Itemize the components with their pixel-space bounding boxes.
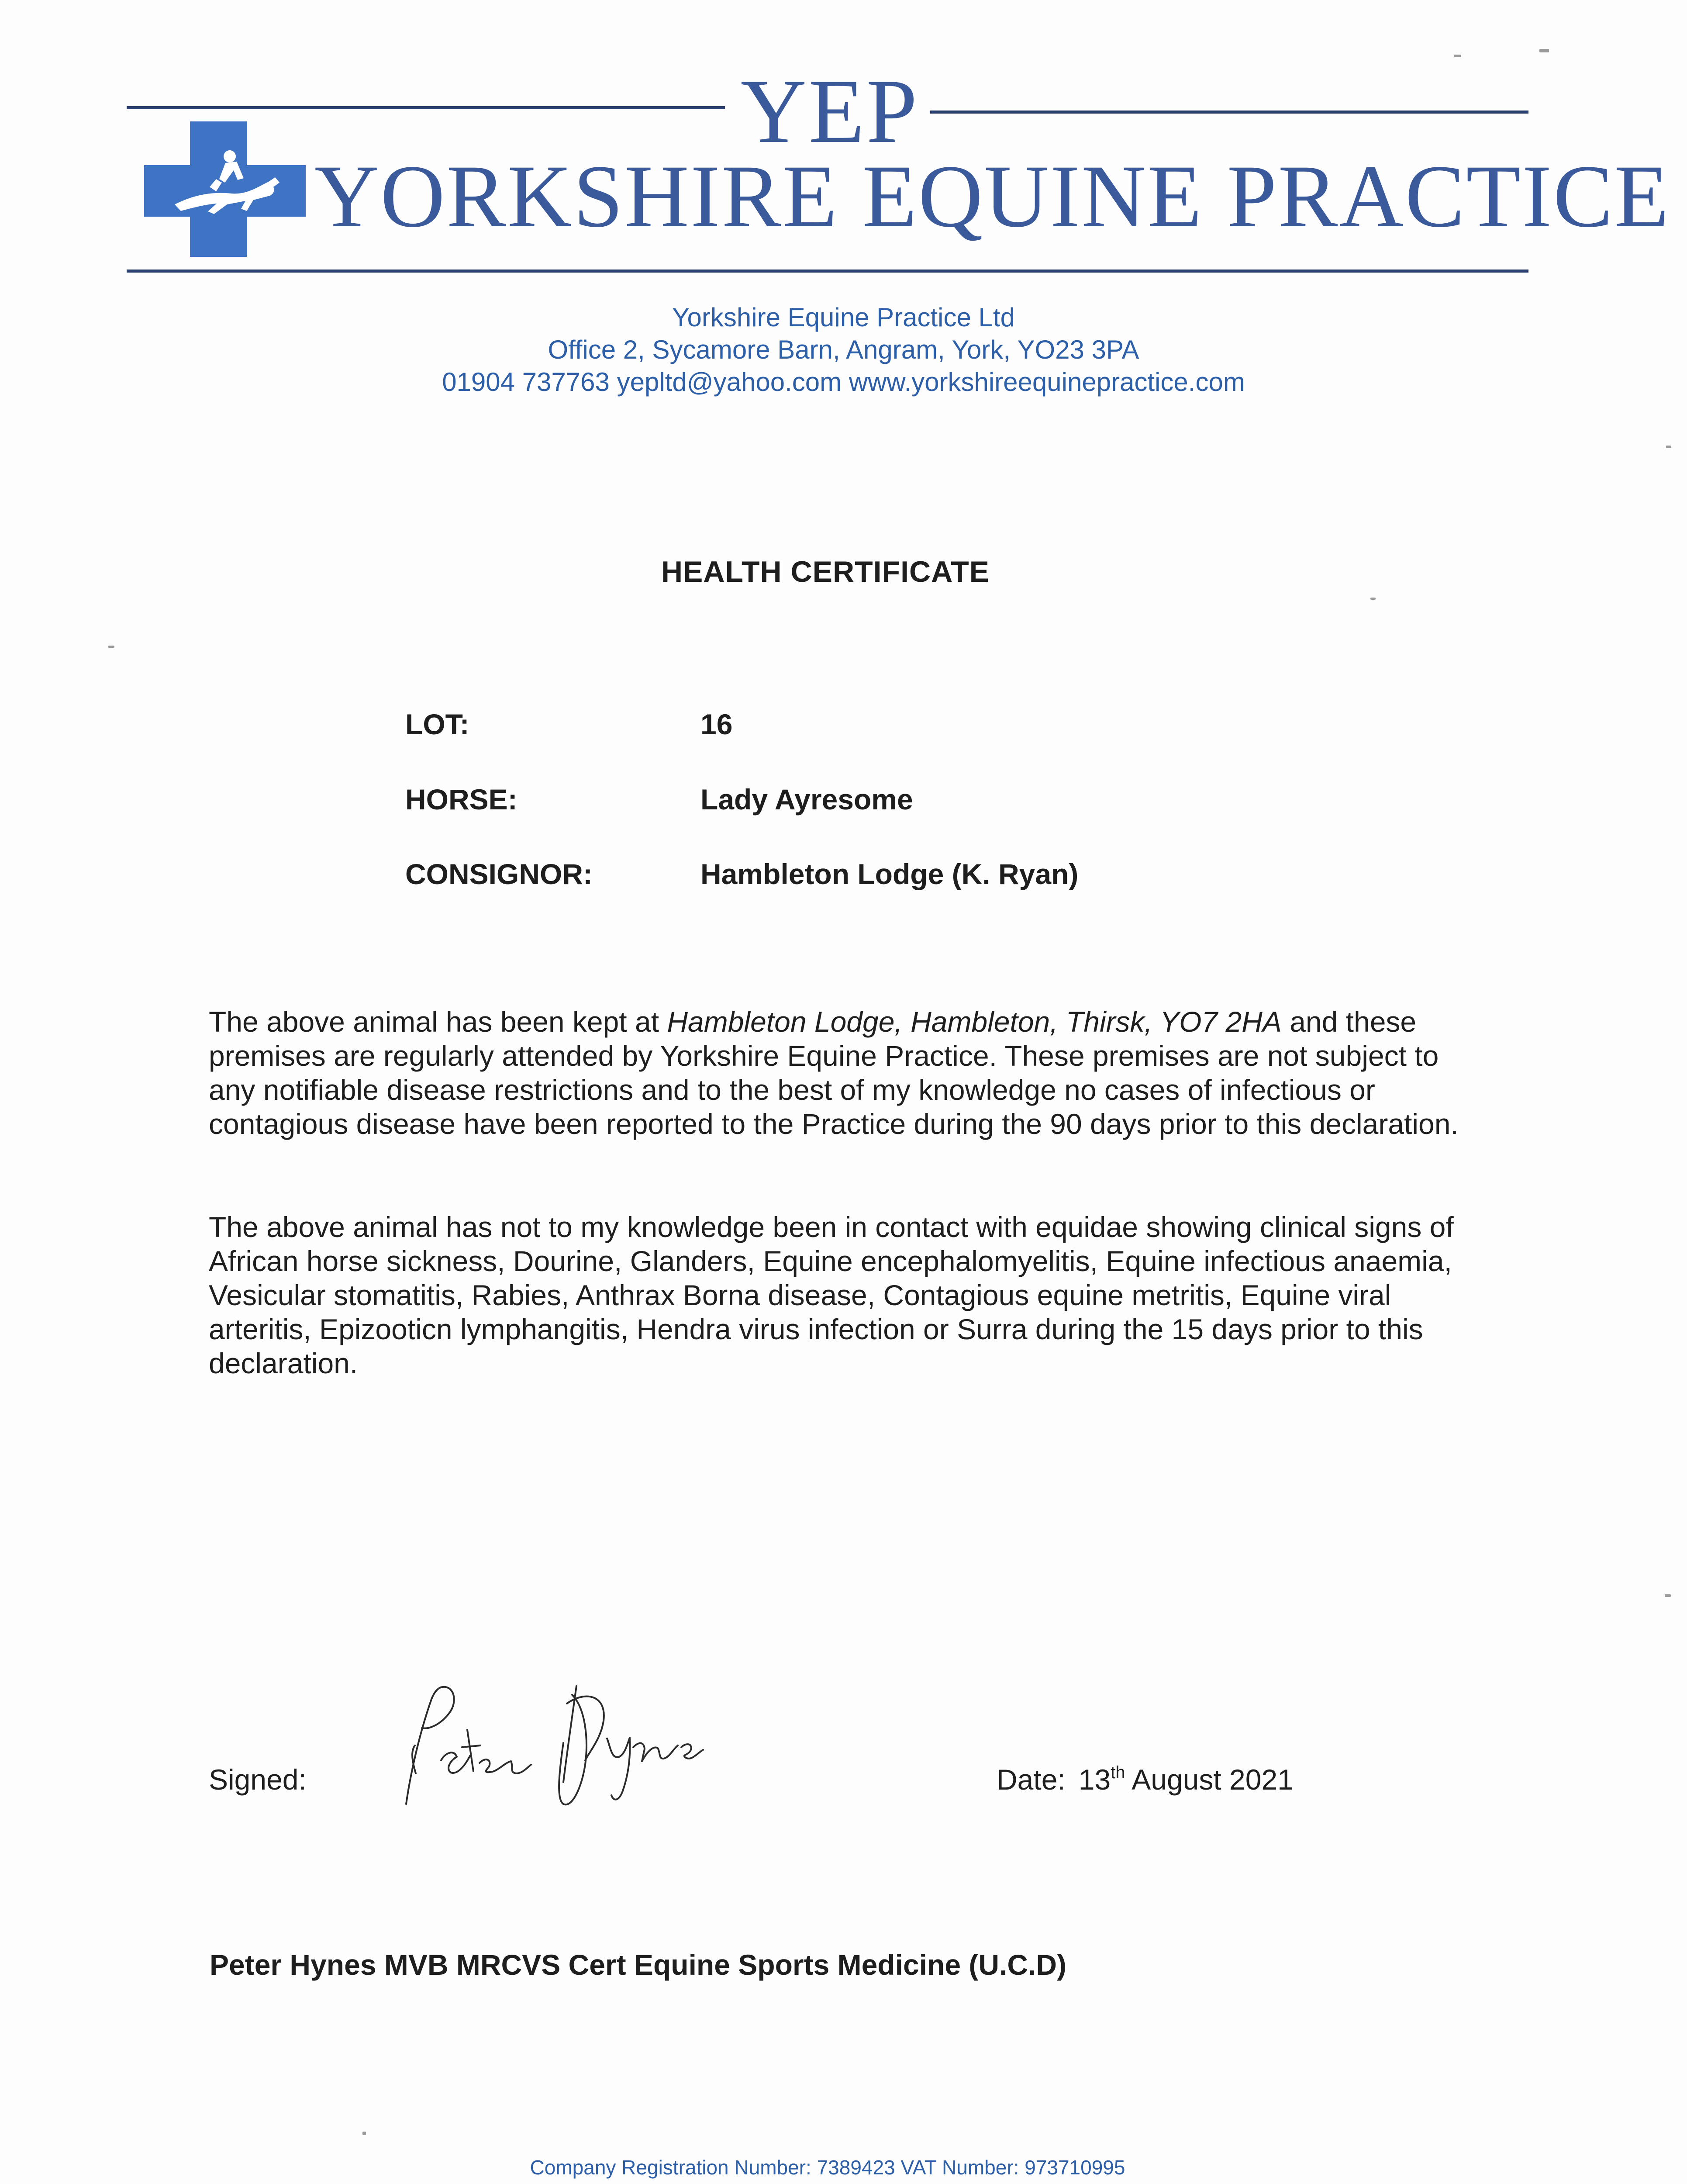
vet-name-credentials: Peter Hynes MVB MRCVS Cert Equine Sports Medicine (U.C.D)	[210, 1949, 1066, 1981]
company-registration-footer: Company Registration Number: 7389423 VAT Number: 973710995	[530, 2156, 1125, 2179]
certificate-title: HEALTH CERTIFICATE	[661, 555, 990, 588]
date-month-year: August 2021	[1125, 1763, 1294, 1796]
date-field	[997, 1763, 1294, 1796]
address-street: Office 2, Sycamore Barn, Angram, York, YO23 3PA	[548, 335, 1139, 364]
address-company: Yorkshire Equine Practice Ltd	[672, 303, 1015, 332]
declaration-paragraph-diseases: The above animal has not to my knowledge been in contact with equidae showing clinical signs of African horse sickness, Dourine, Glanders, Equine encephalomyelitis, Equine infectious anaemia, Vesicular stomatitis, Rabies, Anthrax Borna disease, Contagious equine metritis, Equine viral arteritis, Epizooticn lymphangitis, Hendra virus infection or Surra during the 15 days prior to this declaration.	[209, 1211, 1454, 1379]
scan-speck	[1370, 598, 1376, 600]
horse-label: HORSE:	[405, 783, 517, 816]
lot-value: 16	[700, 708, 733, 740]
scan-speck	[108, 646, 114, 648]
header-rule-left	[127, 106, 725, 109]
scan-speck	[1539, 49, 1549, 52]
date-label: Date:	[997, 1763, 1066, 1796]
date-day: 13	[1078, 1763, 1111, 1796]
handwritten-signature	[380, 1660, 738, 1817]
address-contact: 01904 737763 yepltd@yahoo.com www.yorkshireequinepractice.com	[442, 367, 1245, 397]
declaration-paragraph-premises	[209, 1005, 1475, 1141]
date-suffix: th	[1111, 1763, 1125, 1782]
consignor-label: CONSIGNOR:	[405, 858, 593, 890]
scan-speck	[1666, 446, 1671, 448]
scan-speck	[1665, 1594, 1671, 1597]
premises-text-before: The above animal has been kept at	[209, 1006, 667, 1038]
practice-name: YORKSHIRE EQUINE PRACTICE	[314, 147, 1670, 246]
consignor-value: Hambleton Lodge (K. Ryan)	[700, 858, 1079, 890]
header-rule-right	[930, 111, 1528, 114]
practice-acronym: YEP	[740, 61, 919, 162]
premises-location: Hambleton Lodge, Hambleton, Thirsk, YO7 2HA	[667, 1006, 1282, 1038]
premises-text-after: and these premises are regularly attended by Yorkshire Equine Practice. These premises are not subject to any notifiable disease restrictions and to the best of my knowledge no cases of infectious or contagious disease have been reported to the Practice during the 90 days prior to this declaration.	[209, 1006, 1459, 1140]
horse-value: Lady Ayresome	[700, 783, 913, 816]
medical-cross-horse-icon	[144, 121, 306, 257]
scan-speck	[362, 2132, 366, 2135]
header-rule-bottom	[127, 270, 1528, 273]
scan-speck	[1454, 55, 1461, 57]
signed-label: Signed:	[209, 1763, 307, 1796]
lot-label: LOT:	[405, 708, 469, 740]
